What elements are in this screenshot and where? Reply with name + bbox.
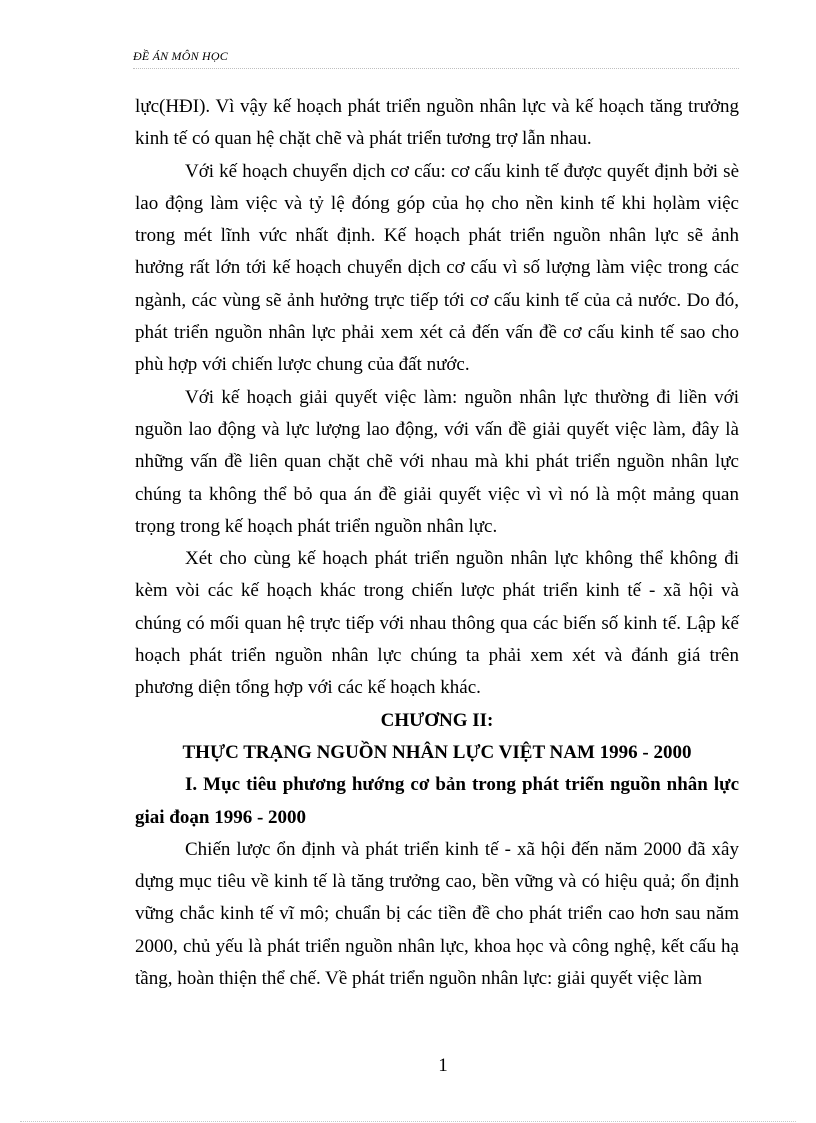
footer-divider (20, 1121, 796, 1122)
running-header: ĐỀ ÁN MÔN HỌC (133, 49, 228, 63)
paragraph-restructuring: Với kế hoạch chuyển dịch cơ cấu: cơ cấu kinh tế được quyết định bởi sè lao động làm việc và tỷ lệ đóng góp của họ cho nền kinh tế khi họlàm việc trong mét lĩnh vức nhất định. Kế hoạch phát triển nguồn nhân lực sẽ ảnh hưởng rất lớn tới kế hoạch chuyển dịch cơ cấu vì số lượng làm việc trong các ngành, các vùng sẽ ảnh hưởng trực tiếp tới cơ cấu kinh tế của cả nước. Do đó, phát triển nguồn nhân lực phải xem xét cả đến vấn đề cơ cấu kinh tế sao cho phù hợp với chiến lược chung của đất nước. (135, 160, 739, 376)
document-body (135, 91, 739, 995)
page-number: 1 (438, 1055, 448, 1076)
paragraph-conclusion: Xét cho cùng kế hoạch phát triển nguồn nhân lực không thể không đi kèm vòi các kế hoạch khác trong chiến lược phát triển kinh tế - xã hội và chúng có mối quan hệ trực tiếp với nhau thông qua các biến số kinh tế. Lập kế hoạch phát triển nguồn nhân lực chúng ta phải xem xét và đánh giá trên phương diện tổng hợp với các kế hoạch khác. (135, 548, 739, 699)
paragraph-employment: Với kế hoạch giải quyết việc làm: nguồn nhân lực thường đi liền với nguồn lao động và lực lượng lao động, với vấn đề giải quyết việc làm, đây là những vấn đề liên quan chặt chẽ với nhau mà khi phát triển nguồn nhân lực chúng ta không thể bỏ qua án đề giải quyết việc vì vì nó là một mảng quan trọng trong kế hoạch phát triển nguồn nhân lực. (135, 386, 739, 537)
paragraph-continuation: lực(HĐI). Vì vậy kế hoạch phát triển nguồn nhân lực và kế hoạch tăng trưởng kinh tế có quan hệ chặt chẽ và phát triển tương trợ lẫn nhau. (135, 96, 739, 150)
chapter-heading: CHƯƠNG II: (380, 709, 494, 731)
paragraph-strategy: Chiến lược ổn định và phát triển kinh tế - xã hội đến năm 2000 đã xây dựng mục tiêu về kinh tế là tăng trưởng cao, bền vững và có hiệu quả; ổn định vững chắc kinh tế vĩ mô; chuẩn bị các tiền đề cho phát triển cao hơn sau năm 2000, chủ yếu là phát triển nguồn nhân lực, khoa học và công nghệ, kết cấu hạ tầng, hoàn thiện thể chế. Về phát triển nguồn nhân lực: giải quyết việc làm (135, 838, 739, 990)
section-heading: I. Mục tiêu phương hướng cơ bản trong phát triển nguồn nhân lực giai đoạn 1996 - 2000 (135, 774, 739, 828)
header-divider (133, 68, 739, 69)
chapter-title: THỰC TRẠNG NGUỒN NHÂN LỰC VIỆT NAM 1996 - 2000 (182, 741, 692, 763)
